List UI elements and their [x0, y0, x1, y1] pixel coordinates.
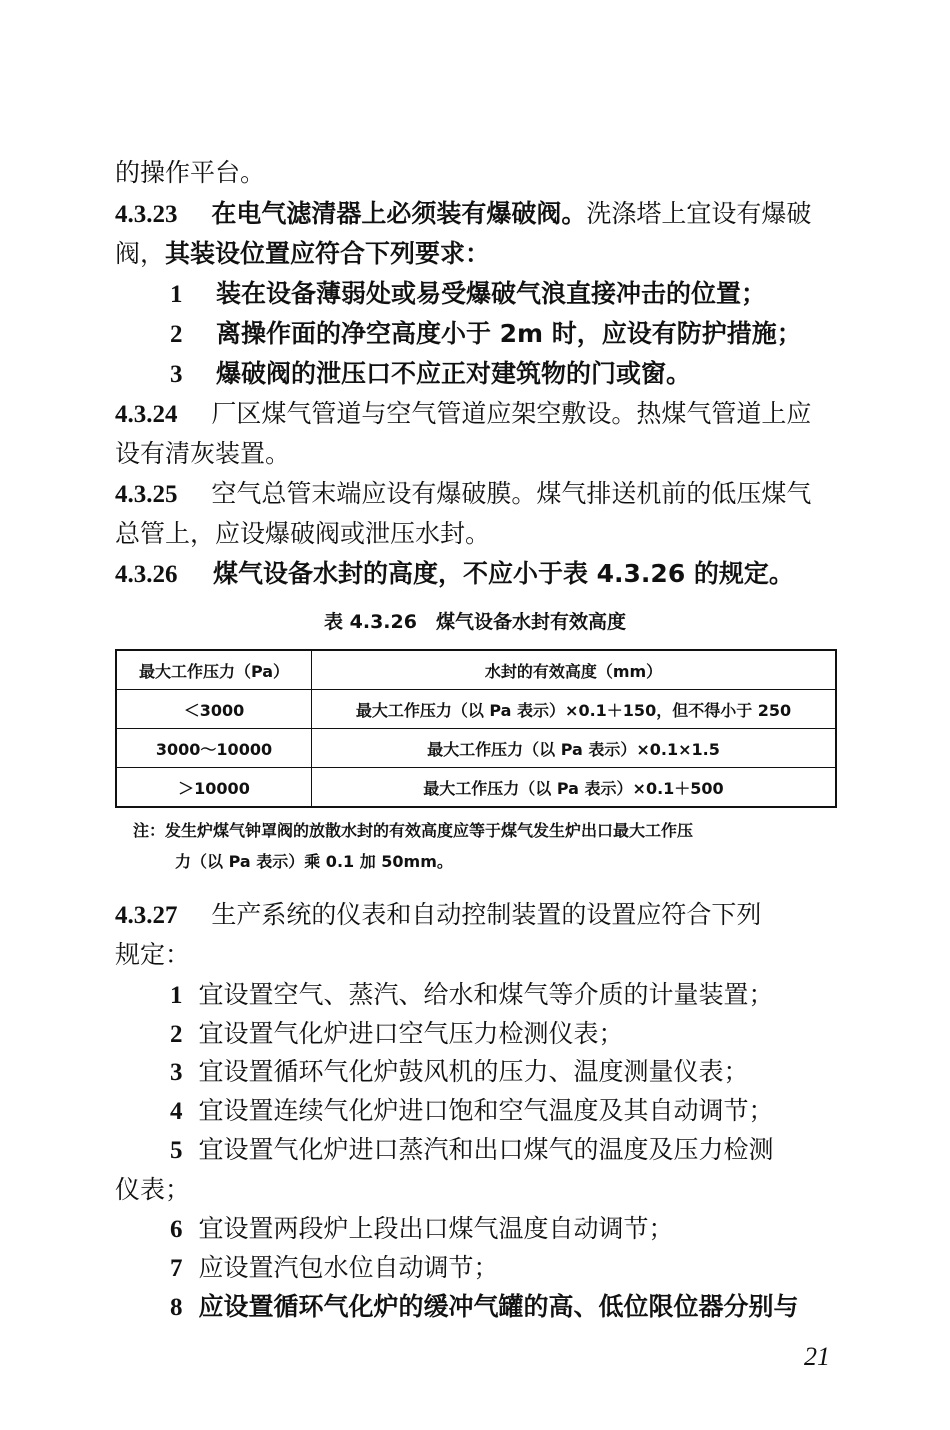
clause-number: 4.3.27	[115, 902, 178, 929]
item-number: 2	[170, 321, 183, 348]
clause-text: 空气总管末端应设有爆破膜。煤气排送机前的低压煤气	[211, 479, 812, 508]
item-text: 宜设置空气、蒸汽、给水和煤气等介质的计量装置；	[198, 980, 774, 1009]
table-header-cell: 水封的有效高度（mm）	[312, 650, 837, 690]
clause-4-3-24	[115, 399, 811, 430]
clause-text: 厂区煤气管道与空气管道应架空敷设。热煤气管道上应	[211, 399, 812, 428]
list-item	[170, 1292, 799, 1323]
clause-text: 阀，	[115, 239, 166, 268]
mandatory-text: 煤气设备水封的高度，不应小于表 4.3.26 的规定。	[212, 559, 794, 588]
page-number: 21	[804, 1342, 830, 1371]
mandatory-text: 其装设位置应符合下列要求：	[165, 239, 491, 268]
item-number: 4	[170, 1098, 183, 1125]
item-text: 装在设备薄弱处或易受爆破气浪直接冲击的位置；	[215, 279, 766, 308]
table-cell: 最大工作压力（以 Pa 表示）×0.1＋150，但不得小于 250	[312, 690, 837, 729]
list-item	[170, 319, 802, 350]
item-text: 爆破阀的泄压口不应正对建筑物的门或窗。	[215, 359, 691, 388]
table-header-row	[116, 650, 836, 690]
item-number: 5	[170, 1137, 183, 1164]
clause-number: 4.3.26	[115, 561, 178, 588]
item-text: 应设置循环气化炉的缓冲气罐的高、低位限位器分别与	[198, 1292, 799, 1321]
clause-number: 4.3.24	[115, 401, 178, 428]
clause-4-3-23	[115, 199, 837, 230]
item-number: 1	[170, 982, 183, 1009]
text-line	[115, 239, 490, 269]
table-cell: 最大工作压力（以 Pa 表示）×0.1＋500	[312, 768, 837, 808]
list-item	[170, 1214, 674, 1245]
clause-number: 4.3.25	[115, 481, 178, 508]
text-line: 设有清灰装置。	[115, 439, 291, 468]
table-caption: 表 4.3.26 煤气设备水封有效高度	[324, 611, 626, 633]
water-seal-table	[115, 649, 837, 808]
table-cell: ＜3000	[116, 690, 312, 729]
table-cell: ＞10000	[116, 768, 312, 808]
item-text: 宜设置气化炉进口蒸汽和出口煤气的温度及压力检测	[198, 1135, 774, 1164]
item-text: 宜设置循环气化炉鼓风机的压力、温度测量仪表；	[198, 1057, 749, 1086]
clause-4-3-25	[115, 479, 811, 510]
list-item	[170, 1057, 749, 1088]
item-text: 仪表；	[115, 1175, 191, 1204]
mandatory-text: 在电气滤清器上必须装有爆破阀。	[211, 199, 587, 228]
item-text: 离操作面的净空高度小于 2m 时，应设有防护措施；	[215, 319, 802, 348]
item-number: 7	[170, 1255, 183, 1282]
list-item	[170, 980, 774, 1011]
table-cell: 最大工作压力（以 Pa 表示）×0.1×1.5	[312, 729, 837, 768]
item-text: 应设置汽包水位自动调节；	[198, 1253, 499, 1282]
clause-4-3-27	[115, 900, 761, 931]
list-item	[170, 1135, 774, 1166]
item-number: 8	[170, 1294, 183, 1321]
text-line: 的操作平台。	[115, 158, 266, 187]
table-row	[116, 729, 836, 768]
clause-4-3-26	[115, 559, 794, 590]
list-item	[170, 1096, 774, 1127]
clause-text: 生产系统的仪表和自动控制装置的设置应符合下列	[211, 900, 762, 929]
item-number: 3	[170, 361, 183, 388]
table-row	[116, 690, 836, 729]
list-item	[170, 1019, 624, 1050]
table-note: 注：发生炉煤气钟罩阀的放散水封的有效高度应等于煤气发生炉出口最大工作压	[133, 821, 694, 840]
text-line: 规定：	[115, 940, 191, 969]
list-item	[115, 1175, 190, 1205]
clause-text: 洗涤塔上宜设有爆破	[586, 199, 812, 228]
table-cell: 3000～10000	[116, 729, 312, 768]
item-number: 1	[170, 281, 183, 308]
table-note: 力（以 Pa 表示）乘 0.1 加 50mm。	[175, 852, 453, 871]
item-number: 6	[170, 1216, 183, 1243]
item-text: 宜设置气化炉进口空气压力检测仪表；	[198, 1019, 624, 1048]
clause-number: 4.3.23	[115, 201, 178, 228]
list-item	[170, 1253, 499, 1284]
list-item	[170, 359, 691, 390]
text-line: 总管上，应设爆破阀或泄压水封。	[115, 519, 491, 548]
item-text: 宜设置两段炉上段出口煤气温度自动调节；	[198, 1214, 674, 1243]
table-row	[116, 768, 836, 808]
table-header-cell: 最大工作压力（Pa）	[116, 650, 312, 690]
list-item	[170, 279, 766, 310]
item-text: 宜设置连续气化炉进口饱和空气温度及其自动调节；	[198, 1096, 774, 1125]
item-number: 2	[170, 1021, 183, 1048]
item-number: 3	[170, 1059, 183, 1086]
